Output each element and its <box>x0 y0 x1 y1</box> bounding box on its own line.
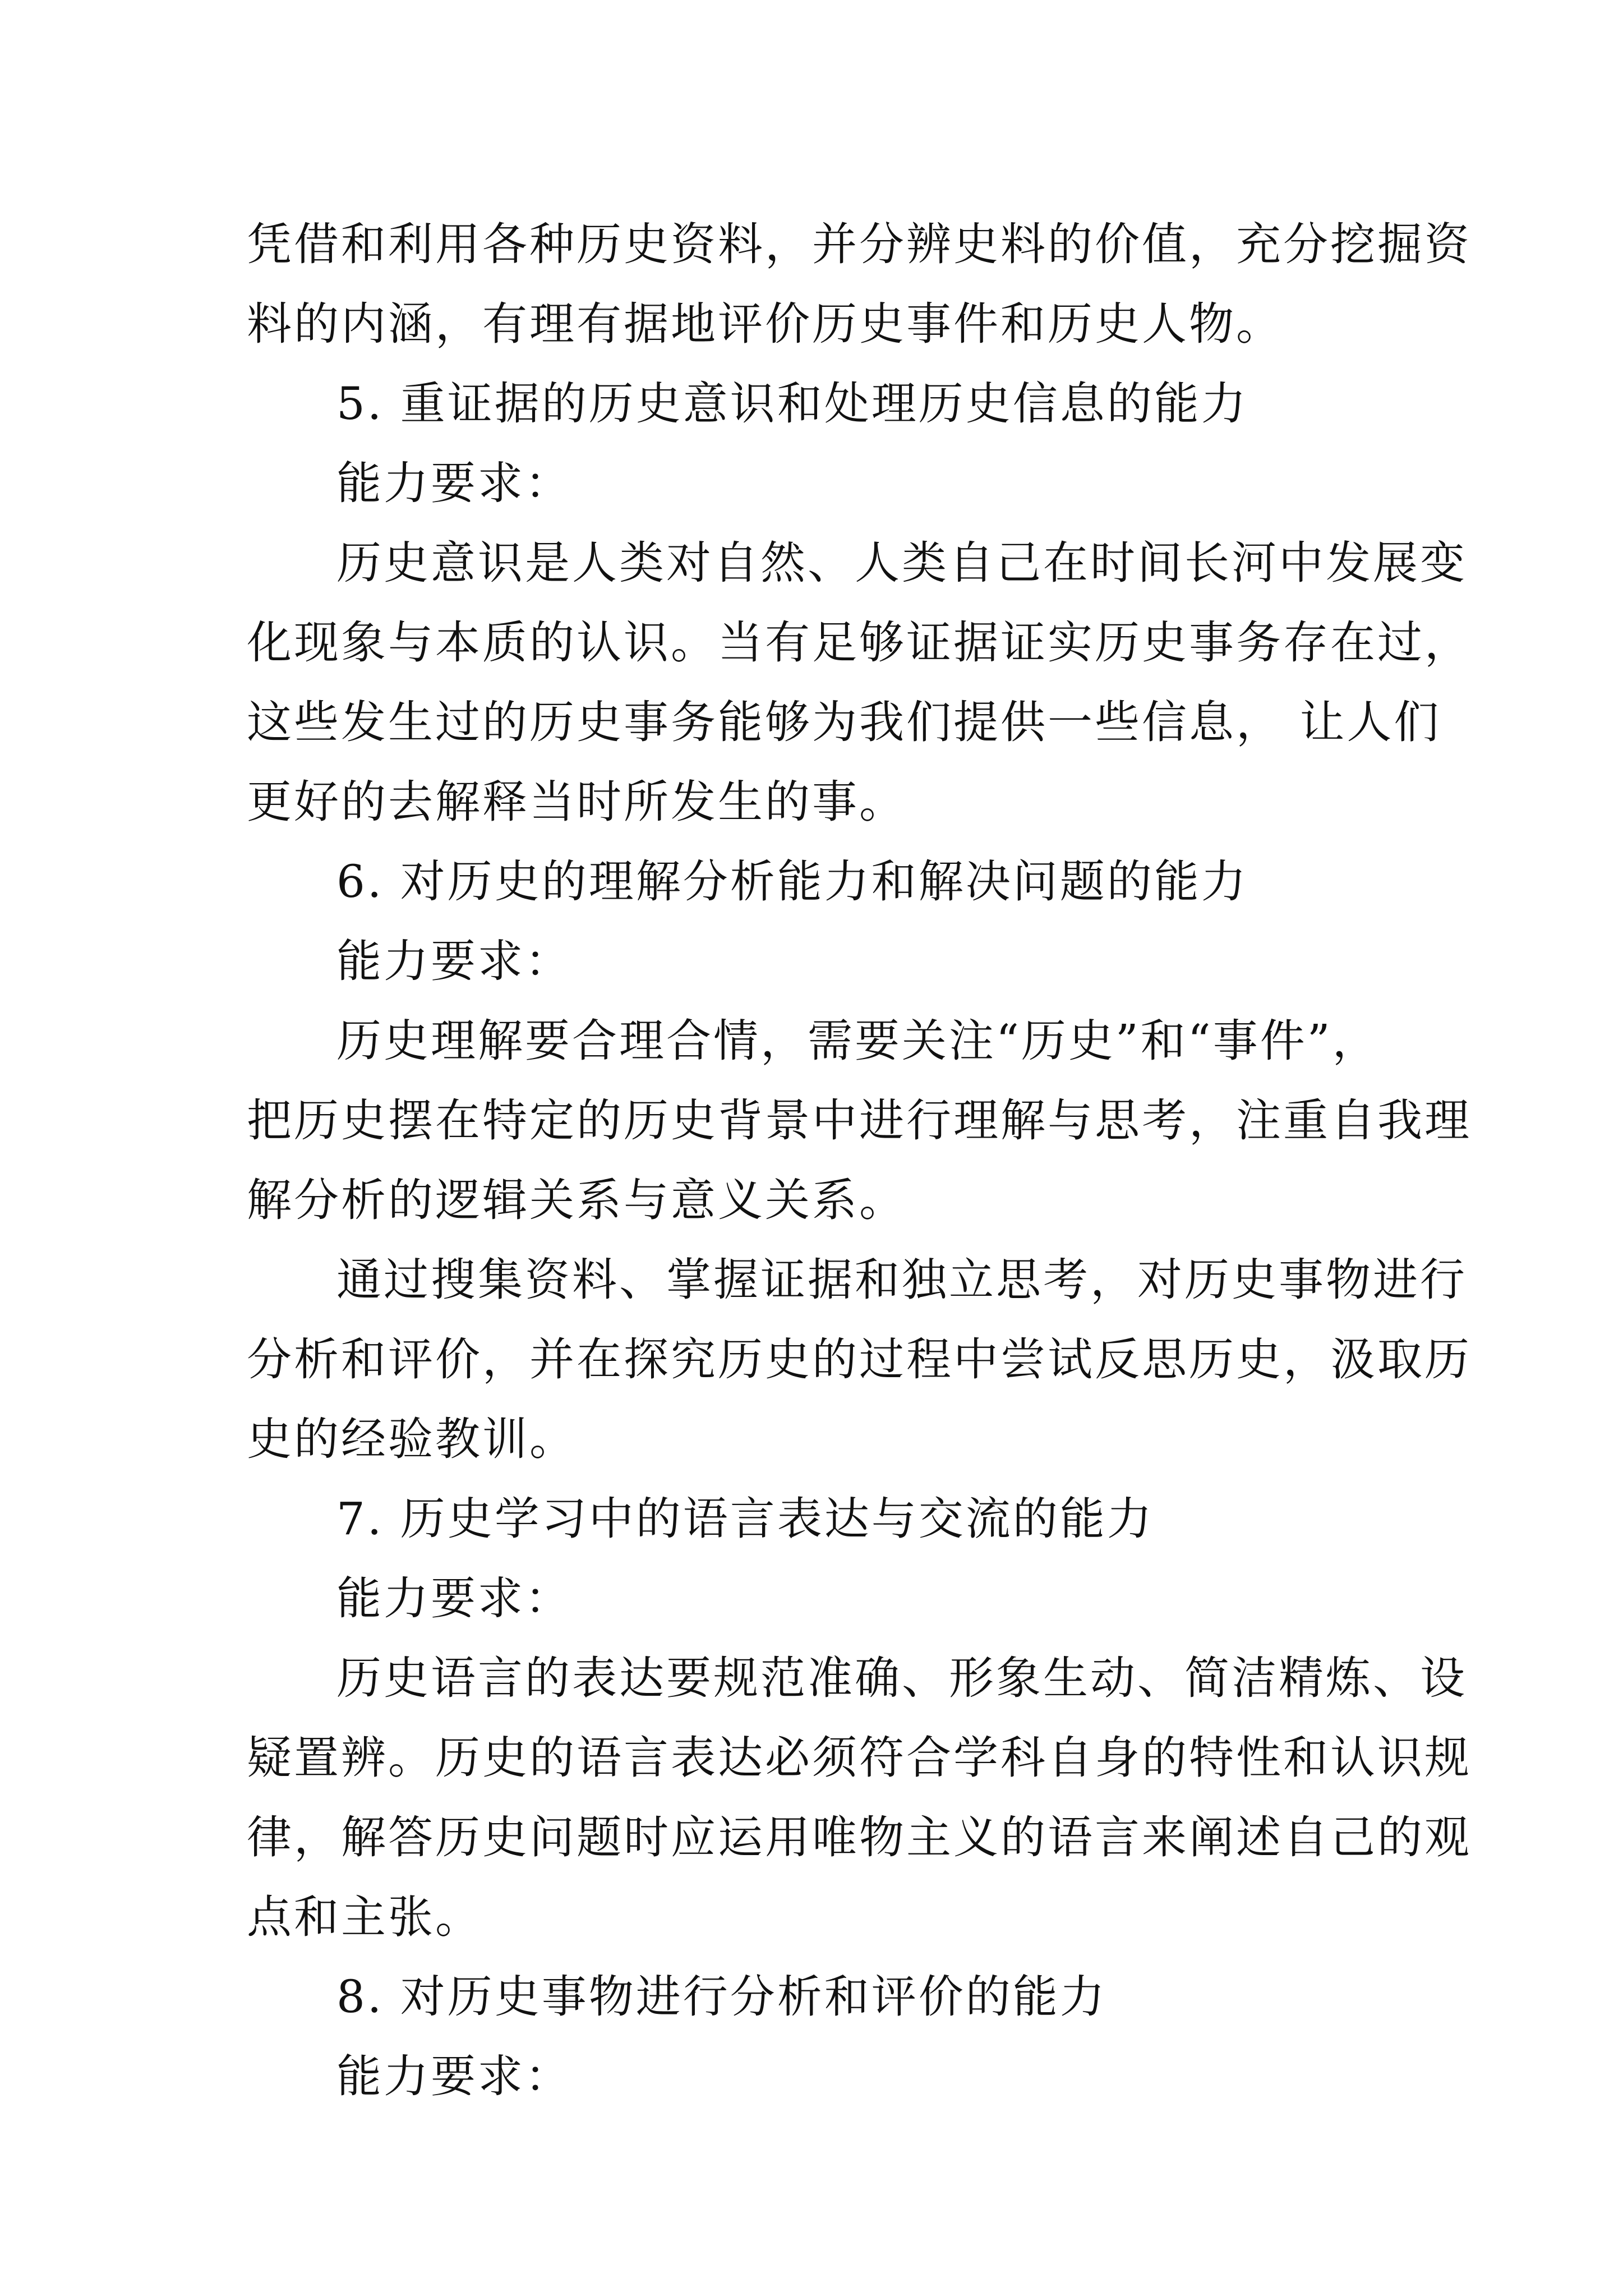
label-text: 能力要求： <box>336 935 572 987</box>
text-line: 把历史摆在特定的历史背景中进行理解与思考，注重自我理 <box>247 1094 1472 1147</box>
section-heading-6 <box>247 842 1391 922</box>
text-line: 料的内涵，有理有据地评价历史事件和历史人物。 <box>247 298 1283 350</box>
requirement-label <box>247 2037 1391 2116</box>
text-line: 历史语言的表达要规范准确、形象生动、简洁精炼、设 <box>336 1652 1467 1704</box>
paragraph <box>247 523 1472 842</box>
text-line: 这些发生过的历史事务能够为我们提供一些信息， 让人们 <box>247 696 1441 748</box>
section-heading-5 <box>247 364 1391 444</box>
paragraph-continuation <box>247 205 1472 364</box>
text-line: 化现象与本质的认识。当有足够证据证实历史事务存在过， <box>247 616 1472 669</box>
label-text: 能力要求： <box>336 457 572 509</box>
text-line: 疑置辨。历史的语言表达必须符合学科自身的特性和认识规 <box>247 1732 1472 1784</box>
text-line: 历史理解要合理合情，需要关注“历史”和“事件”， <box>336 1015 1380 1067</box>
heading-text: 8. 对历史事物进行分析和评价的能力 <box>336 1971 1107 2023</box>
paragraph <box>247 1240 1472 1479</box>
paragraph <box>247 1001 1472 1240</box>
text-line: 律，解答历史问题时应运用唯物主义的语言来阐述自己的观 <box>247 1811 1472 1864</box>
requirement-label <box>247 1559 1391 1639</box>
label-text: 能力要求： <box>336 1572 572 1625</box>
heading-text: 5. 重证据的历史意识和处理历史信息的能力 <box>336 378 1248 430</box>
paragraph <box>247 1639 1472 1957</box>
section-heading-7 <box>247 1479 1391 1559</box>
text-line: 凭借和利用各种历史资料，并分辨史料的价值，充分挖掘资 <box>247 218 1472 270</box>
text-line: 通过搜集资料、掌握证据和独立思考，对历史事物进行 <box>336 1254 1467 1306</box>
text-line: 史的经验教训。 <box>247 1413 577 1465</box>
text-line: 分析和评价，并在探究历史的过程中尝试反思历史，汲取历 <box>247 1333 1472 1386</box>
text-line: 点和主张。 <box>247 1891 482 1943</box>
text-line: 历史意识是人类对自然、人类自己在时间长河中发展变 <box>336 537 1467 589</box>
label-text: 能力要求： <box>336 2050 572 2102</box>
text-line: 更好的去解释当时所发生的事。 <box>247 776 906 828</box>
requirement-label <box>247 922 1391 1001</box>
heading-text: 7. 历史学习中的语言表达与交流的能力 <box>336 1493 1154 1545</box>
text-line: 解分析的逻辑关系与意义关系。 <box>247 1174 906 1226</box>
heading-text: 6. 对历史的理解分析能力和解决问题的能力 <box>336 855 1248 908</box>
section-heading-8 <box>247 1957 1391 2037</box>
requirement-label <box>247 444 1391 523</box>
document-page <box>247 205 1472 2116</box>
